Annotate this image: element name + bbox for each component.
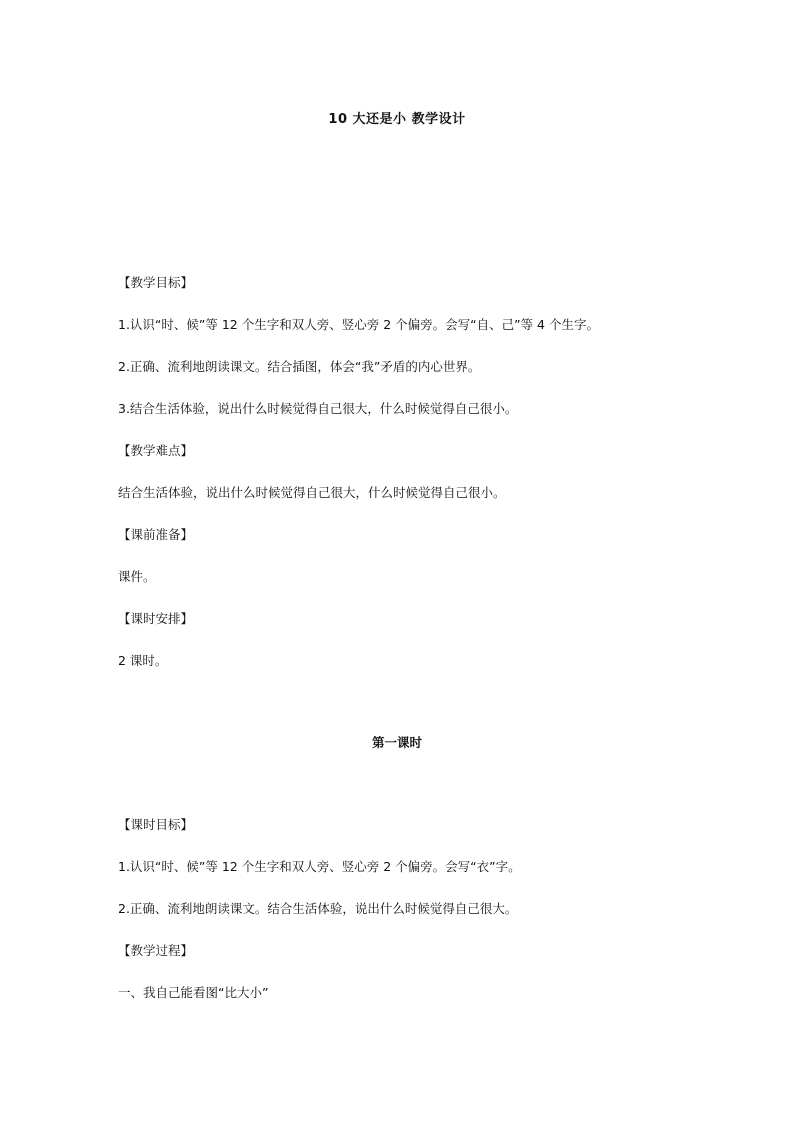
process-step-1: 一、我自己能看图“比大小” — [118, 985, 269, 1000]
schedule-text: 2 课时。 — [118, 653, 168, 668]
teaching-goal-1: 1.认识“时、候”等 12 个生字和双人旁、竖心旁 2 个偏旁。会写“自、己”等 4 个生字。 — [118, 317, 599, 332]
teaching-goals-heading: 【教学目标】 — [118, 275, 194, 290]
difficulty-text: 结合生活体验，说出什么时候觉得自己很大，什么时候觉得自己很小。 — [118, 485, 506, 500]
schedule-heading: 【课时安排】 — [118, 611, 194, 626]
preparation-heading: 【课前准备】 — [118, 527, 194, 542]
process-heading: 【教学过程】 — [118, 943, 194, 958]
lesson-goal-2: 2.正确、流利地朗读课文。结合生活体验，说出什么时候觉得自己很大。 — [118, 901, 518, 916]
preparation-text: 课件。 — [118, 569, 156, 584]
teaching-goal-3: 3.结合生活体验，说出什么时候觉得自己很大，什么时候觉得自己很小。 — [118, 401, 518, 416]
lesson-one-heading: 第一课时 — [371, 735, 422, 750]
document-title: 10 大还是小 教学设计 — [328, 112, 466, 127]
lesson-goal-1: 1.认识“时、候”等 12 个生字和双人旁、竖心旁 2 个偏旁。会写“衣”字。 — [118, 859, 521, 874]
lesson-goals-heading: 【课时目标】 — [118, 817, 194, 832]
difficulty-heading: 【教学难点】 — [118, 443, 194, 458]
teaching-goal-2: 2.正确、流利地朗读课文。结合插图，体会“我”矛盾的内心世界。 — [118, 359, 481, 374]
